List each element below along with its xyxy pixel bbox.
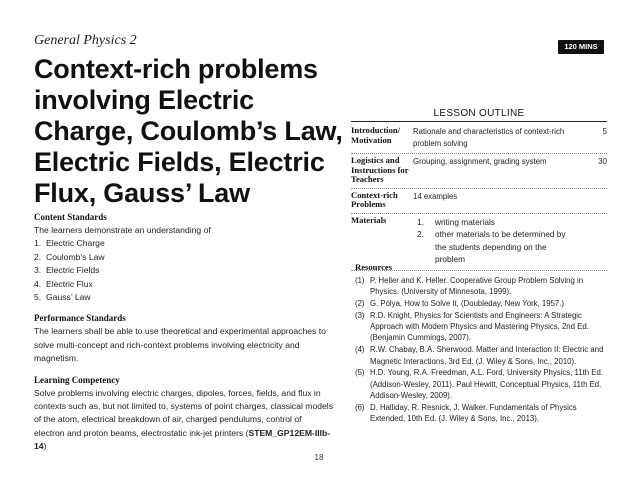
- list-item: [34, 291, 334, 304]
- performance-standards-heading: Performance Standards: [34, 313, 126, 324]
- list-item: [355, 344, 607, 367]
- row-value: 14 examples: [413, 191, 458, 201]
- row-minutes: 30: [598, 157, 607, 166]
- performance-standards-text: The learners shall be able to use theoretical and experimental approaches to solve multi-concept and rich-context problems involving electricity and magnetism.: [34, 326, 326, 364]
- competency-code: STEM_GP12EM-IIIb-14: [34, 427, 331, 452]
- item-number: 2.: [417, 229, 424, 239]
- materials-value: [413, 216, 589, 266]
- row-key: Logistics and Instructions for Teachers: [351, 155, 409, 184]
- page-title: Context-rich problems involving Electric Charge, Coulomb’s Law, Electric Fields, Electric Flux, Gauss’ Law: [34, 54, 343, 208]
- item-number: (2): [355, 299, 365, 309]
- competency-body: Solve problems involving electric charges, dipoles, forces, fields, and flux in contexts such as, but not limited to, systems of point charges, classical models of the atom, electrical breakdown of air, charged pendulums, control of electron and proton beams, electrostatic ink-jet printers (: [34, 387, 334, 438]
- item-number: 1.: [417, 216, 424, 227]
- row-key: Introduction/ Motivation: [351, 125, 401, 145]
- row-minutes: 5: [602, 127, 607, 136]
- row-minutes: [589, 191, 607, 210]
- item-number: 3.: [34, 265, 42, 276]
- row-value: Grouping, assignment, grading system: [413, 157, 547, 166]
- content-standards-list: [34, 237, 334, 304]
- lesson-outline-rule: [351, 121, 607, 122]
- list-item: [417, 228, 589, 266]
- subject-label: General Physics 2: [34, 33, 137, 48]
- lesson-outline-table: [351, 124, 607, 271]
- item-text: Gauss’ Law: [46, 292, 91, 303]
- item-number: (1): [355, 276, 365, 285]
- resources-section: [355, 262, 607, 425]
- item-text: R.D. Knight, Physics for Scientists and Engineers: A Strategic Approach with Modern Physics and Mastering Physics, 2nd Ed. (Benjamin Cummings, 2007).: [370, 310, 589, 343]
- learning-competency-heading: Learning Competency: [34, 374, 120, 385]
- item-text: Electric Charge: [46, 238, 105, 249]
- row-key: Materials: [351, 214, 387, 225]
- lesson-outline-title: LESSON OUTLINE: [433, 108, 525, 119]
- table-row: [351, 124, 607, 154]
- list-item: [355, 298, 607, 309]
- standards-column: [34, 212, 334, 454]
- item-text: R.W. Chabay, B.A. Sherwood. Matter and Interaction II: Electric and Magnetic Interactions, 3rd Ed. (J. Wiley & Sons, Inc., 2010).: [370, 345, 604, 366]
- item-text: Electric Flux: [46, 278, 93, 289]
- row-minutes: [589, 216, 607, 266]
- table-row: [351, 154, 607, 189]
- list-item: [34, 278, 334, 291]
- list-item: [355, 275, 607, 298]
- item-number: 2.: [34, 251, 42, 262]
- resources-heading: Resources: [355, 262, 393, 272]
- list-item: [355, 367, 607, 401]
- item-number: 4.: [34, 278, 42, 289]
- list-item: [355, 310, 607, 344]
- item-number: (6): [355, 402, 365, 412]
- item-text: Coulomb’s Law: [46, 251, 105, 262]
- item-text: Electric Fields: [46, 265, 100, 276]
- materials-list: [417, 216, 589, 266]
- content-standards-intro: The learners demonstrate an understanding of: [34, 225, 211, 235]
- page-number: 18: [314, 453, 324, 462]
- item-number: (5): [355, 368, 365, 378]
- table-row: [351, 189, 607, 214]
- row-key: Context-rich Problems: [351, 189, 398, 209]
- content-standards-heading: Content Standards: [34, 212, 107, 222]
- competency-close: ): [43, 441, 47, 452]
- list-item: [34, 264, 334, 277]
- item-number: (3): [355, 310, 365, 320]
- item-number: (4): [355, 345, 365, 355]
- learning-competency-text: [34, 387, 334, 454]
- item-text: P. Heller and K. Heller. Cooperative Group Problem Solving in Physics. (University of Minnesota, 1999).: [370, 276, 584, 297]
- item-text: writing materials: [435, 216, 495, 227]
- item-number: 1.: [34, 238, 42, 249]
- list-item: [355, 402, 607, 425]
- row-value: Rationale and characteristics of context-rich problem solving: [413, 127, 565, 148]
- item-text: other materials to be determined by the students depending on the problem: [435, 229, 566, 264]
- list-item: [417, 216, 589, 229]
- item-text: H.D. Young, R.A. Freedman, A.L. Ford, University Physics, 11th Ed. (Addison-Wesley, 2011). Paul Hewitt, Conceptual Physics, 11th Ed. Addison-Wesley, 2009).: [370, 368, 603, 400]
- list-item: [34, 237, 334, 250]
- resources-list: [355, 275, 607, 424]
- item-number: 5.: [34, 292, 42, 303]
- item-text: G. Pólya, How to Solve It, (Doubleday, New York, 1957.): [370, 299, 565, 309]
- duration-badge: 120 MINS: [558, 40, 604, 54]
- list-item: [34, 251, 334, 264]
- item-text: D. Halliday, R. Resnick, J. Walker. Fundamentals of Physics Extended, 10th Ed. (J. Wiley & Sons, Inc., 2013).: [370, 402, 577, 424]
